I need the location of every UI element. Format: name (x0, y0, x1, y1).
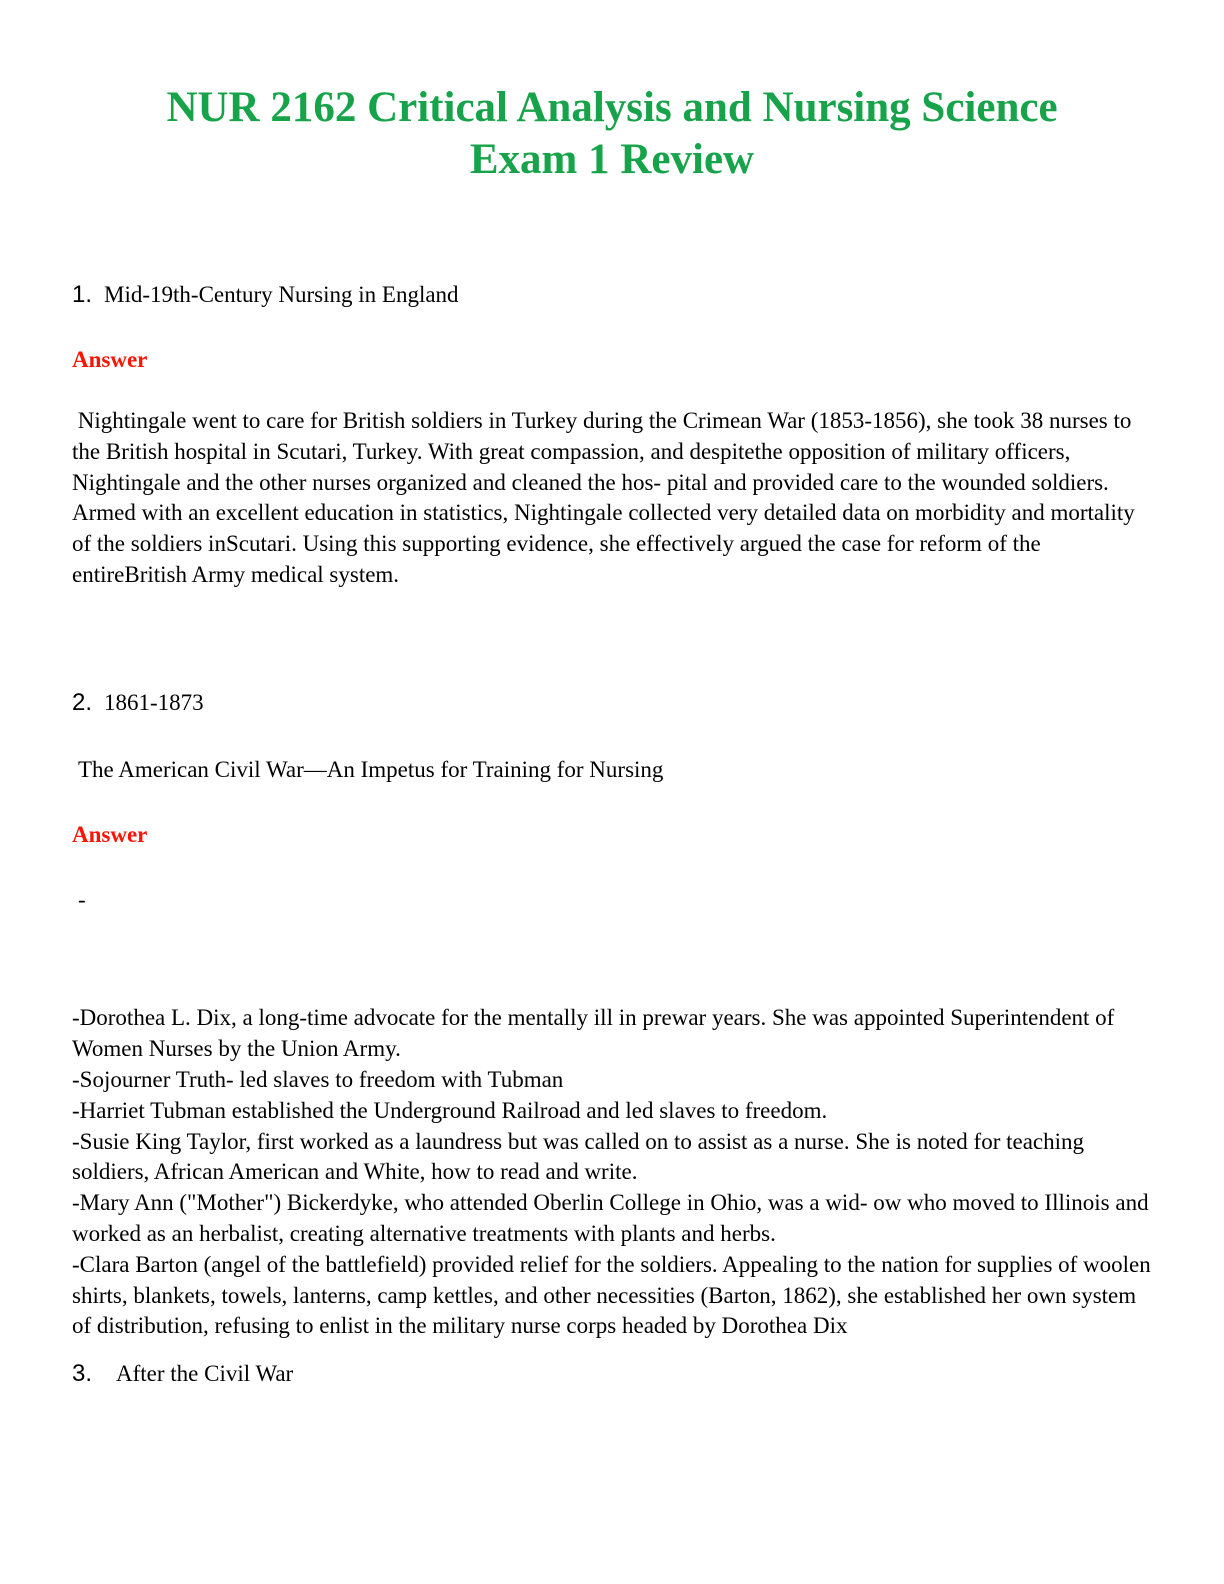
question-1-prompt: Mid-19th-Century Nursing in England (104, 281, 459, 307)
question-2-line (72, 687, 1152, 719)
answer-item-clara-barton: -Clara Barton (angel of the battlefield) provided relief for the soldiers. Appealing to the nation for supplies of woolen shirts, blankets, towels, lanterns, camp kettles, and other necessities (Barton, 1862), she established her own system of distribution, refusing to enlist in the military nurse corps headed by Dorothea Dix (72, 1251, 1151, 1339)
question-3-line (72, 1358, 1152, 1390)
question-2-answer-list (72, 1003, 1152, 1342)
question-3-number: 3. (72, 1360, 93, 1388)
question-3-section (72, 1358, 1152, 1390)
question-2-prompt: 1861-1873 (104, 689, 204, 715)
question-2-answer-dash: - (78, 886, 86, 912)
question-1-section (72, 279, 1152, 591)
document-title: NUR 2162 Critical Analysis and Nursing Science Exam 1 Review (166, 84, 1058, 184)
answer-item-dorothea-dix: -Dorothea L. Dix, a long-time advocate for the mentally ill in prewar years. She was appointed Superintendent of Women Nurses by the Union Army. (72, 1005, 1115, 1062)
question-2-subtitle: The American Civil War—An Impetus for Training for Nursing (78, 756, 664, 782)
answer-item-mary-ann-bickerdyke: -Mary Ann ("Mother") Bickerdyke, who attended Oberlin College in Ohio, was a wid- ow who moved to Illinois and worked as an herbalist, creating alternative treatments with plants and herbs. (72, 1190, 1149, 1247)
question-2-number: 2. (72, 688, 93, 716)
question-2-section (72, 687, 1152, 1343)
answer-item-susie-king-taylor: -Susie King Taylor, first worked as a laundress but was called on to assist as a nurse. She is noted for teaching soldiers, African American and White, how to read and write. (72, 1128, 1085, 1185)
answer-item-sojourner-truth: -Sojourner Truth- led slaves to freedom with Tubman (72, 1066, 564, 1092)
question-2-answer-label: Answer (72, 821, 148, 847)
question-3-prompt: After the Civil War (116, 1361, 294, 1387)
question-1-answer-text: Nightingale went to care for British soldiers in Turkey during the Crimean War (1853-1856), she took 38 nurses to the British hospital in Scutari, Turkey. With great compassion, and despitethe opposition of military officers, Nightingale and the other nurses organized and cleaned the hos- pital and provided care to the wounded soldiers. Armed with an excellent education in statistics, Nightingale collected very detailed data on morbidity and mortality of the soldiers inScutari. Using this supporting evidence, she effectively argued the case for reform of the entireBritish Army medical system. (72, 407, 1141, 587)
question-1-line (72, 279, 1152, 311)
question-1-answer-label: Answer (72, 347, 148, 373)
answer-item-harriet-tubman: -Harriet Tubman established the Underground Railroad and led slaves to freedom. (72, 1097, 828, 1123)
question-1-number: 1. (72, 280, 93, 308)
